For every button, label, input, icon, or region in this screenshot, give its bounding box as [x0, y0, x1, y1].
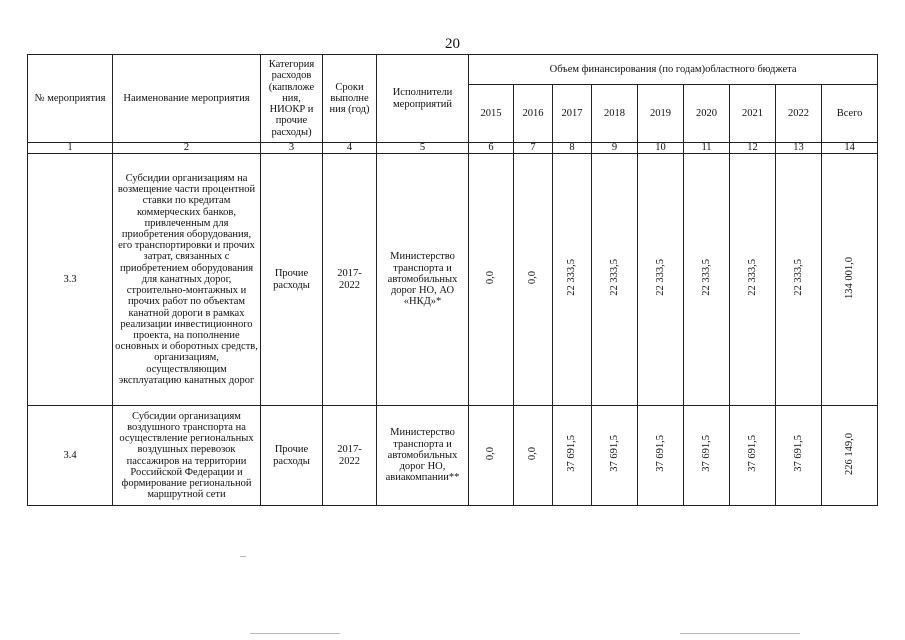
value-2017: 22 333,5	[553, 154, 592, 406]
value-total: 134 001,0	[822, 154, 878, 406]
col-number: 4	[323, 143, 377, 154]
row-num: 3.4	[28, 406, 113, 506]
year-total: Всего	[822, 85, 878, 143]
col-number: 5	[377, 143, 469, 154]
value-2022: 22 333,5	[776, 154, 822, 406]
header-row-top	[28, 55, 878, 85]
table-row	[28, 154, 878, 406]
header-terms: Сроки выполне ния (год)	[323, 55, 377, 143]
value-2015: 0,0	[469, 406, 514, 506]
col-number: 13	[776, 143, 822, 154]
value-2021: 22 333,5	[730, 154, 776, 406]
header-category: Категория расходов (капвложе ния, НИОКР и прочие расходы)	[261, 55, 323, 143]
year-2018: 2018	[592, 85, 638, 143]
page-number: 20	[445, 36, 460, 52]
value-2015: 0,0	[469, 154, 514, 406]
value-2018: 37 691,5	[592, 406, 638, 506]
value-2019: 22 333,5	[638, 154, 684, 406]
value-2020: 22 333,5	[684, 154, 730, 406]
table-row	[28, 406, 878, 506]
scan-artifact-line	[240, 556, 246, 557]
value-2016: 0,0	[514, 406, 553, 506]
column-number-row	[28, 143, 878, 154]
header-name: Наименование мероприятия	[113, 55, 261, 143]
row-name: Субсидии организациям на возмещение части процентной ставки по кредитам коммерческих банков, привлеченным для приобретения оборудования, его транспортировки и прочих затрат, связанных с приобретением оборудования для канатных дорог, строительно-монтажных и прочих работ по объектам канатной дороги в рамках реализации инвестиционного проекта, на пополнение основных и оборотных средств, организациям, осуществляющим эксплуатацию канатных дорог	[113, 154, 261, 406]
col-number: 12	[730, 143, 776, 154]
header-executors: Исполнители мероприятий	[377, 55, 469, 143]
col-number: 10	[638, 143, 684, 154]
value-2016: 0,0	[514, 154, 553, 406]
row-category: Прочие расходы	[261, 406, 323, 506]
value-2020: 37 691,5	[684, 406, 730, 506]
value-total: 226 149,0	[822, 406, 878, 506]
row-category: Прочие расходы	[261, 154, 323, 406]
header-num: № мероприятия	[28, 55, 113, 143]
year-2022: 2022	[776, 85, 822, 143]
col-number: 8	[553, 143, 592, 154]
col-number: 6	[469, 143, 514, 154]
row-terms: 2017- 2022	[323, 406, 377, 506]
row-terms: 2017- 2022	[323, 154, 377, 406]
row-num: 3.3	[28, 154, 113, 406]
scan-artifact-line	[680, 633, 800, 634]
col-number: 1	[28, 143, 113, 154]
year-2021: 2021	[730, 85, 776, 143]
scan-artifact-line	[250, 633, 340, 634]
col-number: 14	[822, 143, 878, 154]
value-2022: 37 691,5	[776, 406, 822, 506]
col-number: 3	[261, 143, 323, 154]
header-funding: Объем финансирования (по годам)областного бюджета	[469, 55, 878, 85]
value-2017: 37 691,5	[553, 406, 592, 506]
col-number: 7	[514, 143, 553, 154]
value-2018: 22 333,5	[592, 154, 638, 406]
funding-table	[27, 54, 878, 506]
year-2017: 2017	[553, 85, 592, 143]
value-2019: 37 691,5	[638, 406, 684, 506]
col-number: 9	[592, 143, 638, 154]
value-2021: 37 691,5	[730, 406, 776, 506]
row-executor: Министерство транспорта и автомобильных дорог НО, АО «НКД»*	[377, 154, 469, 406]
row-executor: Министерство транспорта и автомобильных дорог НО, авиакомпании**	[377, 406, 469, 506]
year-2020: 2020	[684, 85, 730, 143]
year-2015: 2015	[469, 85, 514, 143]
year-2016: 2016	[514, 85, 553, 143]
year-2019: 2019	[638, 85, 684, 143]
row-name: Субсидии организациям воздушного транспорта на осуществление региональных воздушных перевозок пассажиров на территории Российской Федерации и формирование региональной маршрутной сети	[113, 406, 261, 506]
col-number: 11	[684, 143, 730, 154]
col-number: 2	[113, 143, 261, 154]
